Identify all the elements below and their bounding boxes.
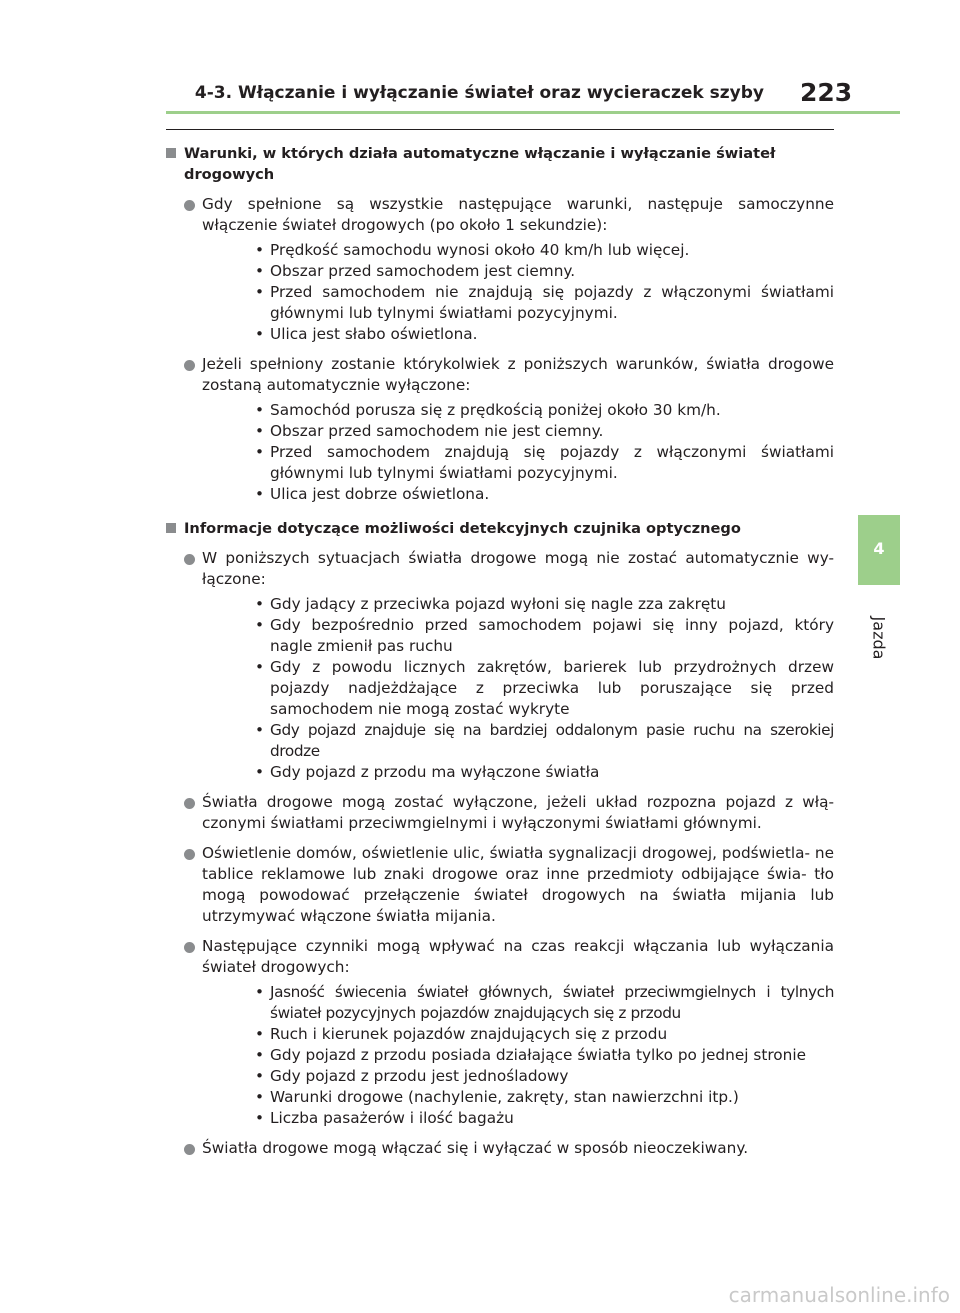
- bullet-mark: •: [255, 1067, 265, 1085]
- circle-bullet-icon: [184, 942, 195, 953]
- chapter-tab-number: 4: [873, 539, 885, 558]
- bullet-mark: •: [255, 1025, 265, 1043]
- bullet-mark: •: [255, 401, 265, 419]
- list-item: • Prędkość samochodu wynosi około 40 km/h lub więcej.: [255, 241, 690, 259]
- paragraph: [158, 194, 834, 345]
- list-item: • Przed samochodem znajdują się pojazdy z włączonymi światłami głównymi lub tylnymi światłami pozycyjnymi.: [255, 443, 834, 482]
- list-item: • Ruch i kierunek pojazdów znajdujących się z przodu: [255, 1025, 668, 1043]
- bullet-mark: •: [255, 241, 265, 259]
- circle-bullet-icon: [184, 554, 195, 565]
- watermark: carmanualsonline.info: [728, 1283, 950, 1307]
- paragraph-text: Oświetlenie domów, oświetlenie ulic, światła sygnalizacji drogowej, podświetla- ne tablice reklamowe lub znaki drogowe oraz inne przedmioty odbijające świa- tło mogą powodować przełączenie świateł drogowych na światła mijania lub utrzymywać włączone światła mijania.: [202, 844, 834, 925]
- circle-bullet-icon: [184, 200, 195, 211]
- page-number: 223: [800, 78, 853, 107]
- bullet-mark: •: [255, 763, 265, 781]
- bullet-mark: •: [255, 1088, 265, 1106]
- list-item: • Przed samochodem nie znajdują się pojazdy z włączonymi światłami głównymi lub tylnymi światłami pozycyjnymi.: [255, 283, 834, 322]
- list-item: • Gdy pojazd z przodu ma wyłączone światła: [255, 763, 600, 781]
- section-heading: [158, 518, 834, 539]
- list-item: • Gdy z powodu licznych zakrętów, barierek lub przydrożnych drzew pojazdy nadjeżdżające z przeciwka lub poruszające się przed samochodem nie mogą zostać wykryte: [255, 658, 834, 718]
- bullet-mark: •: [255, 262, 265, 280]
- section-heading-text: Warunki, w których działa automatyczne włączanie i wyłączanie świateł drogowych: [184, 145, 776, 183]
- paragraph-text: Jeżeli spełniony zostanie którykolwiek z poniższych warunków, światła drogowe zostaną automatycznie wyłączone:: [202, 355, 834, 394]
- list-item: • Gdy jadący z przeciwka pojazd wyłoni się nagle zza zakrętu: [255, 595, 726, 613]
- bullet-list: [202, 594, 834, 783]
- circle-bullet-icon: [184, 798, 195, 809]
- paragraph-text: Światła drogowe mogą włączać się i wyłączać w sposób nieoczekiwany.: [202, 1139, 749, 1157]
- paragraph: [158, 843, 834, 927]
- chapter-tab-label-box: [868, 608, 890, 668]
- paragraph-text: W poniższych sytuacjach światła drogowe mogą nie zostać automatycznie wy- łączone:: [202, 549, 834, 588]
- list-item: • Liczba pasażerów i ilość bagażu: [255, 1109, 514, 1127]
- header-divider: [166, 111, 900, 114]
- bullet-mark: •: [255, 443, 265, 461]
- list-item: • Jasność świecenia świateł głównych, świateł przeciwmgielnych i tylnych świateł pozycyjnych pojazdów znajdujących się z przodu: [255, 983, 834, 1022]
- section-heading-text: Informacje dotyczące możliwości detekcyjnych czujnika optycznego: [184, 520, 741, 537]
- circle-bullet-icon: [184, 360, 195, 371]
- paragraph: [158, 936, 834, 1129]
- list-item: • Gdy bezpośrednio przed samochodem pojawi się inny pojazd, który nagle zmienił pas ruchu: [255, 616, 834, 655]
- paragraph-text: Światła drogowe mogą zostać wyłączone, jeżeli układ rozpozna pojazd z włą- czonymi światłami przeciwmgielnymi i wyłączonymi światłami głównymi.: [202, 793, 834, 832]
- list-item: • Gdy pojazd znajduje się na bardziej oddalonym pasie ruchu na szerokiej drodze: [255, 721, 834, 760]
- bullet-mark: •: [255, 983, 264, 1001]
- list-item: • Gdy pojazd z przodu posiada działające światła tylko po jednej stronie: [255, 1046, 806, 1064]
- bullet-mark: •: [255, 658, 265, 676]
- square-bullet-icon: [166, 148, 176, 158]
- paragraph-text: Gdy spełnione są wszystkie następujące warunki, następuje samoczynne włączenie świateł drogowych (po około 1 sekundzie):: [202, 195, 834, 234]
- circle-bullet-icon: [184, 849, 195, 860]
- chapter-tab-label: Jazda: [869, 616, 889, 660]
- bullet-mark: •: [255, 721, 264, 739]
- bullet-list: [202, 400, 834, 505]
- page-content: [158, 129, 834, 1159]
- paragraph: [158, 792, 834, 834]
- paragraph: [158, 1138, 834, 1159]
- list-item: • Obszar przed samochodem nie jest ciemny.: [255, 422, 604, 440]
- bullet-list: [202, 240, 834, 345]
- bullet-mark: •: [255, 595, 265, 613]
- list-item: • Obszar przed samochodem jest ciemny.: [255, 262, 576, 280]
- bullet-mark: •: [255, 422, 265, 440]
- bullet-mark: •: [255, 616, 265, 634]
- bullet-list: [202, 982, 834, 1129]
- square-bullet-icon: [166, 523, 176, 533]
- bullet-mark: •: [255, 1046, 265, 1064]
- bullet-mark: •: [255, 485, 265, 503]
- circle-bullet-icon: [184, 1144, 195, 1155]
- bullet-mark: •: [255, 283, 265, 301]
- list-item: • Gdy pojazd z przodu jest jednośladowy: [255, 1067, 569, 1085]
- paragraph: [158, 548, 834, 783]
- list-item: • Warunki drogowe (nachylenie, zakręty, stan nawierzchni itp.): [255, 1088, 739, 1106]
- paragraph-text: Następujące czynniki mogą wpływać na czas reakcji włączania lub wyłączania świateł drogowych:: [202, 937, 834, 976]
- bullet-mark: •: [255, 325, 265, 343]
- section-heading: [158, 143, 834, 185]
- bullet-mark: •: [255, 1109, 265, 1127]
- page-header-title: 4-3. Włączanie i wyłączanie świateł oraz wycieraczek szyby: [194, 83, 764, 103]
- list-item: • Ulica jest dobrze oświetlona.: [255, 485, 490, 503]
- paragraph: [158, 354, 834, 505]
- content-top-rule: [166, 129, 834, 130]
- list-item: • Samochód porusza się z prędkością poniżej około 30 km/h.: [255, 401, 721, 419]
- list-item: • Ulica jest słabo oświetlona.: [255, 325, 478, 343]
